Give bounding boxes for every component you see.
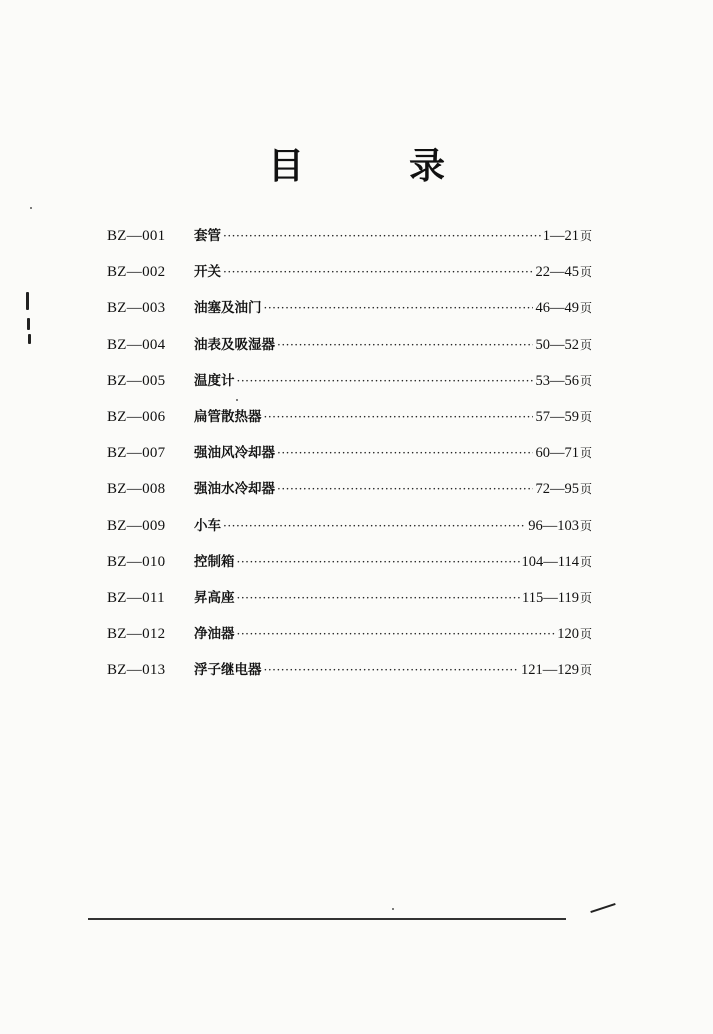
entry-code: BZ—001 xyxy=(107,228,166,244)
entry-code: BZ—013 xyxy=(107,662,166,679)
entry-code: BZ—008 xyxy=(107,481,166,498)
dot-leader xyxy=(277,446,533,460)
toc-entry[interactable] xyxy=(107,369,592,405)
entry-pages: 46—49页 xyxy=(535,300,592,317)
entry-name: 温度计 xyxy=(194,372,235,389)
title-char-1: 目 xyxy=(267,146,304,187)
entry-code: BZ—003 xyxy=(107,300,166,317)
dot-leader xyxy=(223,229,541,243)
dot-leader xyxy=(264,301,534,315)
scan-mark xyxy=(28,334,31,344)
toc-entry[interactable] xyxy=(107,333,592,369)
table-of-contents xyxy=(107,224,592,694)
bottom-rule-tail xyxy=(590,903,615,913)
entry-pages: 72—95页 xyxy=(535,481,592,498)
dot-leader xyxy=(264,663,519,677)
toc-entry[interactable] xyxy=(107,514,592,550)
entry-pages: 115—119页 xyxy=(522,589,592,606)
toc-entry[interactable] xyxy=(107,658,592,694)
entry-pages: 60—71页 xyxy=(535,445,592,462)
toc-entry[interactable] xyxy=(107,586,592,622)
dot-leader xyxy=(237,555,520,569)
entry-code: BZ—007 xyxy=(107,445,166,462)
entry-name: 浮子继电器 xyxy=(194,662,262,679)
scan-speck xyxy=(236,399,238,401)
entry-code: BZ—010 xyxy=(107,553,166,570)
scan-speck xyxy=(392,908,394,910)
entry-pages: 120页 xyxy=(557,626,592,643)
entry-pages: 1—21页 xyxy=(542,228,592,244)
entry-name: 套管 xyxy=(194,228,221,244)
toc-entry[interactable] xyxy=(107,260,592,296)
entry-name: 小车 xyxy=(194,517,221,534)
entry-name: 强油水冷却器 xyxy=(194,481,275,498)
entry-name: 强油风冷却器 xyxy=(194,445,275,462)
dot-leader xyxy=(223,265,533,279)
entry-code: BZ—009 xyxy=(107,517,166,534)
entry-code: BZ—012 xyxy=(107,626,166,643)
dot-leader xyxy=(237,627,556,641)
entry-name: 净油器 xyxy=(194,626,235,643)
entry-name: 昇高座 xyxy=(194,589,235,606)
entry-code: BZ—005 xyxy=(107,372,166,389)
toc-entry[interactable] xyxy=(107,477,592,513)
dot-leader xyxy=(223,519,526,533)
toc-entry[interactable] xyxy=(107,224,592,260)
scan-mark xyxy=(26,292,29,310)
entry-code: BZ—006 xyxy=(107,408,166,425)
entry-pages: 22—45页 xyxy=(535,264,592,281)
dot-leader xyxy=(277,338,533,352)
dot-leader xyxy=(237,374,534,388)
scan-mark xyxy=(27,318,30,330)
entry-code: BZ—002 xyxy=(107,264,166,281)
dot-leader xyxy=(237,591,521,605)
entry-pages: 121—129页 xyxy=(520,662,592,679)
title-char-2: 录 xyxy=(409,146,446,187)
bottom-rule xyxy=(88,918,566,920)
entry-name: 油表及吸湿器 xyxy=(194,336,275,353)
page-title xyxy=(0,138,713,189)
scan-speck xyxy=(30,207,32,209)
entry-name: 开关 xyxy=(194,264,221,281)
entry-name: 扁管散热器 xyxy=(194,408,262,425)
toc-entry[interactable] xyxy=(107,550,592,586)
dot-leader xyxy=(277,482,533,496)
entry-code: BZ—004 xyxy=(107,336,166,353)
entry-pages: 57—59页 xyxy=(535,408,592,425)
entry-pages: 104—114页 xyxy=(521,553,592,570)
toc-entry[interactable] xyxy=(107,622,592,658)
toc-entry[interactable] xyxy=(107,296,592,332)
entry-code: BZ—011 xyxy=(107,589,165,606)
toc-entry[interactable] xyxy=(107,405,592,441)
entry-pages: 96—103页 xyxy=(528,517,592,534)
toc-entry[interactable] xyxy=(107,441,592,477)
dot-leader xyxy=(264,410,534,424)
entry-name: 油塞及油门 xyxy=(194,300,262,317)
entry-name: 控制箱 xyxy=(194,553,235,570)
entry-pages: 53—56页 xyxy=(535,372,592,389)
entry-pages: 50—52页 xyxy=(535,336,592,353)
